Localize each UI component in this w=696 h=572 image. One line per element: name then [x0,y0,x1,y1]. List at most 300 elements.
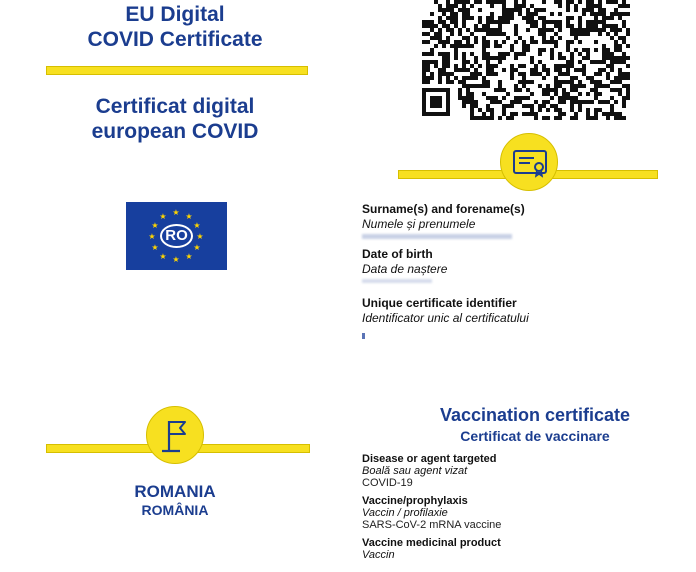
qr-module [466,100,470,104]
dob-label: Date of birth [362,247,433,261]
vaccine-label-ro: Vaccin / profilaxie [362,507,448,519]
qr-module [594,96,598,100]
qr-module [466,92,470,96]
qr-module [578,92,582,96]
qr-module [462,20,466,24]
qr-module [530,112,534,116]
qr-module [462,60,466,64]
qr-module [558,56,562,60]
qr-module [530,36,534,40]
qr-module [586,0,590,4]
qr-module [618,80,622,84]
qr-module [574,84,578,88]
qr-module [602,100,606,104]
qr-module [490,0,494,4]
qr-module [498,60,502,64]
qr-module [458,96,462,100]
qr-module [554,0,558,4]
qr-module [458,0,462,4]
qr-module [422,40,426,44]
qr-module [538,72,542,76]
qr-module [602,8,606,12]
qr-module [454,0,458,4]
qr-module [542,104,546,108]
qr-module [570,52,574,56]
qr-module [538,8,542,12]
qr-module [594,116,598,120]
qr-module [506,36,510,40]
qr-module [582,12,586,16]
qr-module [506,16,510,20]
qr-module [554,64,558,68]
qr-module [454,24,458,28]
qr-module [506,8,510,12]
qr-module [438,80,442,84]
qr-module [494,32,498,36]
qr-module [454,48,458,52]
qr-module [622,36,626,40]
qr-module [562,96,566,100]
qr-module [626,76,630,80]
qr-module [550,40,554,44]
qr-module [518,4,522,8]
title-ro-line1: Certificat digital [95,95,255,118]
qr-module [506,52,510,56]
qr-module [534,64,538,68]
qr-module [486,28,490,32]
qr-module [606,48,610,52]
qr-module [502,16,506,20]
qr-module [610,36,614,40]
qr-module [430,24,434,28]
qr-module [554,84,558,88]
qr-module [430,48,434,52]
qr-module [622,72,626,76]
qr-module [550,56,554,60]
qr-module [442,52,446,56]
qr-module [530,72,534,76]
qr-module [554,88,558,92]
qr-module [546,68,550,72]
qr-module [594,16,598,20]
qr-module [426,32,430,36]
qr-module [614,12,618,16]
qr-module [570,40,574,44]
qr-module [570,28,574,32]
qr-module [486,116,490,120]
qr-module [486,68,490,72]
qr-module [618,48,622,52]
disease-label: Disease or agent targeted [362,453,497,465]
product-label-ro: Vaccin [362,549,395,561]
qr-module [542,32,546,36]
qr-module [466,0,470,4]
qr-module [542,68,546,72]
qr-module [490,72,494,76]
qr-module [466,36,470,40]
qr-module [570,16,574,20]
qr-module [542,20,546,24]
qr-module [542,36,546,40]
qr-module [510,100,514,104]
qr-module [574,116,578,120]
qr-module [586,20,590,24]
qr-module [522,72,526,76]
qr-module [554,80,558,84]
qr-module [462,12,466,16]
qr-module [594,4,598,8]
qr-module [458,40,462,44]
qr-module [446,40,450,44]
qr-module [478,84,482,88]
qr-module [462,64,466,68]
qr-module [526,8,530,12]
qr-module [514,88,518,92]
qr-module [566,0,570,4]
qr-module [570,64,574,68]
qr-module [598,4,602,8]
qr-module [514,4,518,8]
qr-module [482,92,486,96]
qr-module [486,16,490,20]
qr-module [566,24,570,28]
qr-module [546,100,550,104]
qr-module [458,92,462,96]
qr-module [514,100,518,104]
qr-module [538,16,542,20]
qr-module [490,116,494,120]
qr-module [506,116,510,120]
qr-module [510,12,514,16]
qr-module [490,16,494,20]
qr-module [622,100,626,104]
qr-module [498,28,502,32]
qr-module [446,24,450,28]
qr-module [462,96,466,100]
qr-module [618,76,622,80]
qr-module [586,52,590,56]
qr-module [486,32,490,36]
qr-module [610,52,614,56]
qr-module [538,60,542,64]
qr-module [522,104,526,108]
qr-module [498,24,502,28]
qr-module [550,88,554,92]
qr-module [602,68,606,72]
qr-module [618,36,622,40]
qr-module [570,56,574,60]
qr-module [426,68,430,72]
qr-module [498,88,502,92]
qr-module [446,52,450,56]
qr-module [574,112,578,116]
qr-module [626,64,630,68]
qr-module [510,8,514,12]
qr-module [502,4,506,8]
vaccination-details [362,453,662,561]
qr-module [558,72,562,76]
qr-module [454,68,458,72]
qr-module [558,4,562,8]
qr-module [482,48,486,52]
qr-module [598,72,602,76]
qr-module [502,104,506,108]
qr-module [558,20,562,24]
qr-module [430,52,434,56]
qr-module [446,56,450,60]
qr-module [566,48,570,52]
qr-module [606,52,610,56]
qr-module [486,84,490,88]
qr-module [438,40,442,44]
qr-module [542,16,546,20]
qr-module [578,104,582,108]
qr-module [502,108,506,112]
qr-module [598,0,602,4]
qr-module [546,72,550,76]
qr-module [438,76,442,80]
uci-label: Unique certificate identifier [362,296,517,310]
qr-module [530,80,534,84]
qr-module [522,4,526,8]
qr-module [622,104,626,108]
qr-module [494,40,498,44]
product-label: Vaccine medicinal product [362,537,501,549]
qr-module [466,76,470,80]
qr-module [522,52,526,56]
qr-module [454,16,458,20]
qr-module [502,88,506,92]
qr-module [610,104,614,108]
qr-module [518,72,522,76]
qr-module [474,84,478,88]
qr-module [526,88,530,92]
qr-module [510,16,514,20]
qr-module [574,96,578,100]
qr-module [602,16,606,20]
qr-module [626,92,630,96]
qr-module [426,80,430,84]
qr-module [526,48,530,52]
qr-module [610,68,614,72]
qr-module [606,76,610,80]
qr-module [446,76,450,80]
qr-module [502,12,506,16]
qr-module [622,60,626,64]
qr-module [590,76,594,80]
qr-module [474,72,478,76]
qr-module [474,56,478,60]
qr-module [462,52,466,56]
qr-module [618,60,622,64]
qr-module [614,80,618,84]
qr-module [554,92,558,96]
qr-module [422,64,426,68]
qr-module [542,0,546,4]
qr-module [610,56,614,60]
qr-module [546,84,550,88]
qr-module [586,8,590,12]
qr-module [622,12,626,16]
qr-module [502,40,506,44]
qr-code [421,0,631,120]
qr-module [578,108,582,112]
qr-module [462,8,466,12]
qr-module [578,52,582,56]
qr-module [470,112,474,116]
qr-module [422,68,426,72]
qr-module [466,16,470,20]
qr-module [570,32,574,36]
qr-module [622,0,626,4]
qr-module [518,36,522,40]
qr-module [558,116,562,120]
qr-module [610,24,614,28]
qr-module [518,96,522,100]
qr-module [434,24,438,28]
qr-module [494,44,498,48]
qr-module [626,12,630,16]
qr-module [430,36,434,40]
qr-module [546,116,550,120]
qr-module [546,20,550,24]
title-en-line2: COVID Certificate [87,28,263,51]
qr-module [606,72,610,76]
qr-module [542,28,546,32]
qr-module [498,100,502,104]
qr-module [574,68,578,72]
qr-module [614,56,618,60]
qr-module [470,104,474,108]
qr-module [466,68,470,72]
qr-module [610,64,614,68]
qr-module [590,4,594,8]
qr-module [494,0,498,4]
qr-module [454,12,458,16]
qr-module [558,80,562,84]
qr-module [562,100,566,104]
qr-module [570,96,574,100]
qr-module [562,92,566,96]
qr-module [462,80,466,84]
qr-module [606,0,610,4]
qr-module [610,16,614,20]
qr-module [598,108,602,112]
certificate-title-en [40,2,310,52]
qr-module [582,56,586,60]
qr-module [490,56,494,60]
qr-module [578,16,582,20]
qr-module [542,8,546,12]
qr-module [482,28,486,32]
qr-module [462,100,466,104]
qr-module [590,0,594,4]
qr-module [534,116,538,120]
qr-module [502,0,506,4]
qr-module [522,84,526,88]
qr-module [594,108,598,112]
qr-module [470,92,474,96]
qr-module [606,100,610,104]
qr-module [502,68,506,72]
qr-module [606,84,610,88]
personal-data-section [362,202,662,339]
qr-module [494,64,498,68]
qr-module [490,68,494,72]
qr-module [590,116,594,120]
qr-module [622,76,626,80]
qr-module [442,44,446,48]
qr-module [534,24,538,28]
qr-module [554,32,558,36]
qr-module [486,52,490,56]
qr-module [498,20,502,24]
qr-module [530,68,534,72]
qr-module [534,72,538,76]
qr-module [614,76,618,80]
qr-module [458,32,462,36]
qr-module [590,100,594,104]
qr-module [522,64,526,68]
qr-module [610,108,614,112]
qr-module [590,60,594,64]
qr-module [526,12,530,16]
qr-module [554,24,558,28]
qr-module [522,40,526,44]
qr-module [454,64,458,68]
qr-module [490,64,494,68]
qr-module [594,12,598,16]
qr-module [550,96,554,100]
qr-module [538,52,542,56]
qr-module [530,60,534,64]
qr-module [562,64,566,68]
uci-value-redacted [362,333,365,339]
qr-module [458,28,462,32]
name-value-redacted [362,234,512,239]
qr-module [566,92,570,96]
qr-module [510,44,514,48]
qr-module [586,24,590,28]
qr-module [590,20,594,24]
qr-module [594,48,598,52]
qr-module [626,96,630,100]
qr-module [582,68,586,72]
qr-module [506,12,510,16]
qr-module [610,80,614,84]
qr-module [510,116,514,120]
qr-module [586,112,590,116]
qr-module [602,60,606,64]
qr-module [530,4,534,8]
qr-module [478,116,482,120]
qr-module [422,20,426,24]
qr-module [574,4,578,8]
qr-module [462,104,466,108]
qr-module [566,72,570,76]
qr-module [530,108,534,112]
qr-module [510,76,514,80]
qr-module [446,64,450,68]
qr-module [426,64,430,68]
qr-module [574,100,578,104]
qr-module [486,72,490,76]
qr-module [550,36,554,40]
qr-module [470,72,474,76]
vaccine-value: SARS-CoV-2 mRNA vaccine [362,519,502,531]
qr-module [450,16,454,20]
qr-module [582,32,586,36]
